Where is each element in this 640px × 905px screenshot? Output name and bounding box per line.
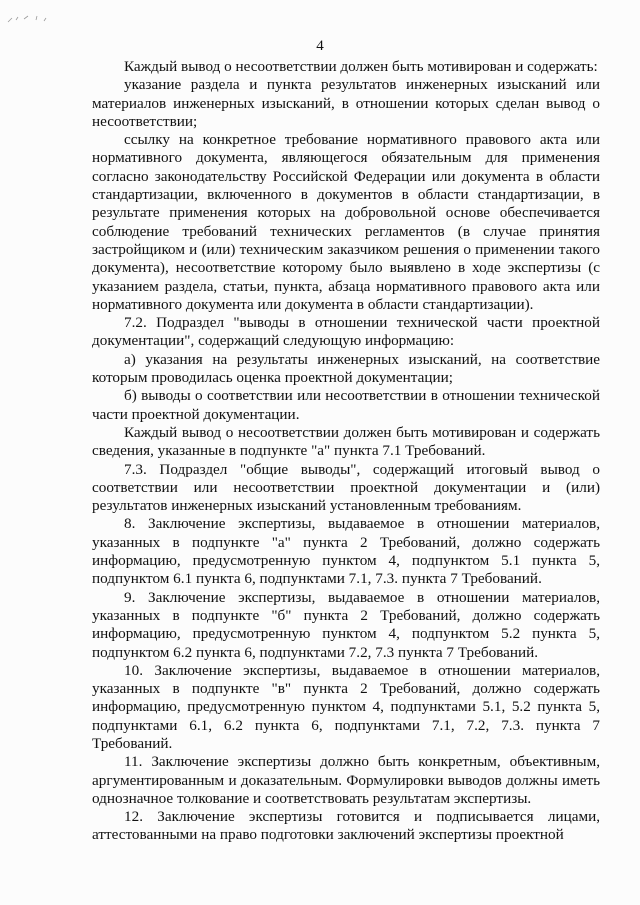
document-body [92, 58, 600, 845]
paragraph-9: 9. Заключение экспертизы, выдаваемое в отношении материалов, указанных в подпункте "б" пункта 2 Требований, должно содержать информацию, предусмотренную пунктом 4, подпунктом 5.2 пункта 5, подпунктом 6.2 пункта 6, подпунктами 7.2, 7.3 пункта 7 Требований. [92, 588, 600, 661]
paragraph-12: 12. Заключение экспертизы готовится и подписывается лицами, аттестованными на право подготовки заключений экспертизы проектной [92, 808, 600, 844]
paragraph-section-reference: указание раздела и пункта результатов инженерных изысканий или материалов инженерных изысканий, в отношении которых сделан вывод о несоответствии; [92, 76, 600, 130]
scan-marks [6, 8, 56, 28]
paragraph-7-3: 7.3. Подраздел "общие выводы", содержащий итоговый вывод о соответствии или несоответствии проектной документации и (или) результатов инженерных изысканий установленным требованиям. [92, 460, 600, 515]
paragraph-normative-reference: ссылку на конкретное требование нормативного правового акта или нормативного документа, являющегося обязательным для применения согласно законодательству Российской Федерации или документа в области стандартизации, включенного в документов в области стандартизации, в результате применения которых на добровольной основе обеспечивается соблюдение требований технических регламентов (в случае принятия застройщиком и (или) техническим заказчиком решения о применении такого документа), несоответствие которому было выявлено в ходе экспертизы (с указанием раздела, статьи, пункта, абзаца нормативного правового акта или нормативного документа или документа в области стандартизации). [92, 131, 600, 313]
paragraph-11: 11. Заключение экспертизы должно быть конкретным, объективным, аргументированным и доказательным. Формулировки выводов должны иметь однозначное толкование и соответствовать результатам экспертизы. [92, 753, 600, 807]
paragraph-7-2-a: а) указания на результаты инженерных изысканий, на соответствие которым проводилась оценка проектной документации; [92, 350, 600, 387]
paragraph-8: 8. Заключение экспертизы, выдаваемое в отношении материалов, указанных в подпункте "а" пункта 2 Требований, должно содержать информацию, предусмотренную пунктом 4, подпунктом 5.1 пункта 5, подпунктом 6.1 пункта 6, подпунктами 7.1, 7.3. пункта 7 Требований. [92, 515, 600, 588]
paragraph-7-2-b: б) выводы о соответствии или несоответствии в отношении технической части проектной документации. [92, 387, 600, 423]
paragraph-conclusion-motivation: Каждый вывод о несоответствии должен быть мотивирован и содержать: [124, 58, 598, 75]
page-number: 4 [316, 38, 324, 54]
paragraph-10: 10. Заключение экспертизы, выдаваемое в отношении материалов, указанных в подпункте "в" пункта 2 Требований, должно содержать информацию, предусмотренную пунктом 4, подпунктами 5.1, 5.2 пункта 5, подпунктами 6.1, 6.2 пункта 6, подпунктами 7.1, 7.2, 7.3. пункта 7 Требований. [92, 661, 600, 752]
paragraph-motivation-details: Каждый вывод о несоответствии должен быть мотивирован и содержать сведения, указанные в подпункте "а" пункта 7.1 Требований. [92, 423, 600, 460]
paragraph-7-2: 7.2. Подраздел "выводы в отношении технической части проектной документации", содержащий следующую информацию: [92, 314, 600, 350]
